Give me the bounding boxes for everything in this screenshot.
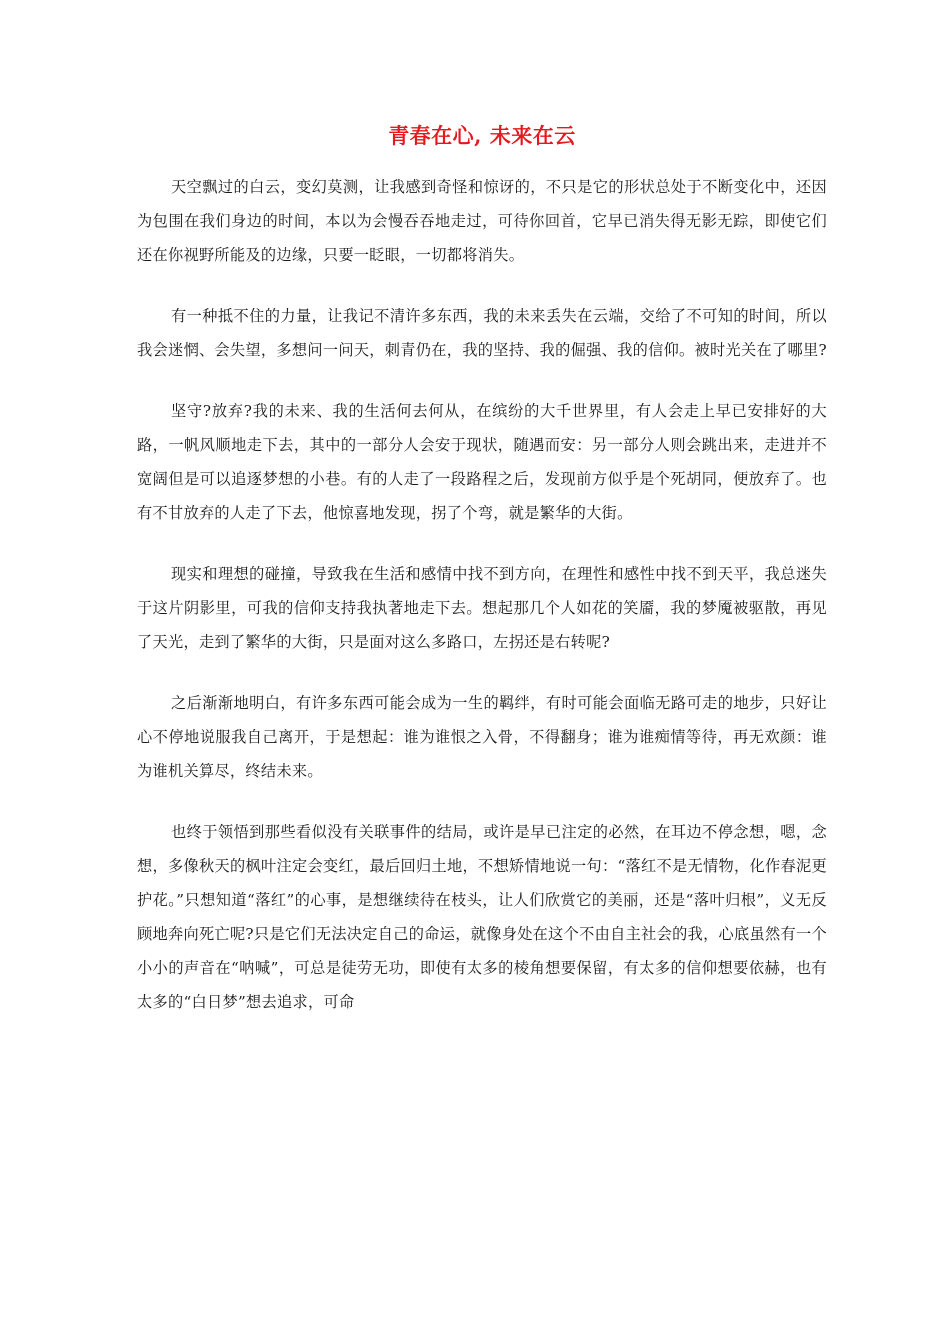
paragraph-6: 也终于领悟到那些看似没有关联事件的结局，或许是早已注定的必然，在耳边不停念想，嗯，念想，多像秋天的枫叶注定会变红，最后回归土地，不想矫情地说一句：“落红不是无情物，化作春泥更护花。”只想知道“落红”的心事，是想继续待在枝头，让人们欣赏它的美丽，还是“落叶归根”，义无反顾地奔向死亡呢?只是它们无法决定自己的命运，就像身处在这个不由自主社会的我，心底虽然有一个小小的声音在“呐喊”，可总是徒劳无功，即使有太多的棱角想要保留，有太多的信仰想要依赫，也有太多的“白日梦”想去追求，可命 xyxy=(137,823,827,1011)
paragraph-3: 坚守?放弃?我的未来、我的生活何去何从，在缤纷的大千世界里，有人会走上早已安排好的大路，一帆风顺地走下去，其中的一部分人会安于现状，随遇而安：另一部分人则会跳出来，走进并不宽阔但是可以追逐梦想的小巷。有的人走了一段路程之后，发现前方似乎是个死胡同，便放弃了。也有不甘放弃的人走了下去，他惊喜地发现，拐了个弯，就是繁华的大街。 xyxy=(137,402,827,522)
paragraph-4: 现实和理想的碰撞，导致我在生活和感情中找不到方向，在理性和感性中找不到天平，我总迷失于这片阴影里，可我的信仰支持我执著地走下去。想起那几个人如花的笑靥，我的梦魇被驱散，再见了天光，走到了繁华的大街，只是面对这么多路口，左拐还是右转呢? xyxy=(137,565,827,651)
document-title: 青春在心, 未来在云 xyxy=(388,123,576,148)
paragraph-2: 有一种抵不住的力量，让我记不清许多东西，我的未来丢失在云端，交给了不可知的时间，所以我会迷惘、会失望，多想问一问天，刺青仍在，我的坚持、我的倔强、我的信仰。被时光关在了哪里? xyxy=(137,307,827,359)
paragraph-5: 之后渐渐地明白，有许多东西可能会成为一生的羁绊，有时可能会面临无路可走的地步，只好让心不停地说服我自己离开，于是想起：谁为谁恨之入骨，不得翻身；谁为谁痴情等待，再无欢颜：谁为谁机关算尽，终结未来。 xyxy=(137,694,827,780)
paragraph-1: 天空飘过的白云，变幻莫测，让我感到奇怪和惊讶的，不只是它的形状总处于不断变化中，还因为包围在我们身边的时间，本以为会慢吞吞地走过，可待你回首，它早已消失得无影无踪，即使它们还在你视野所能及的边缘，只要一眨眼，一切都将消失。 xyxy=(137,178,827,264)
document-body xyxy=(137,170,827,1046)
document-page xyxy=(137,0,827,1344)
